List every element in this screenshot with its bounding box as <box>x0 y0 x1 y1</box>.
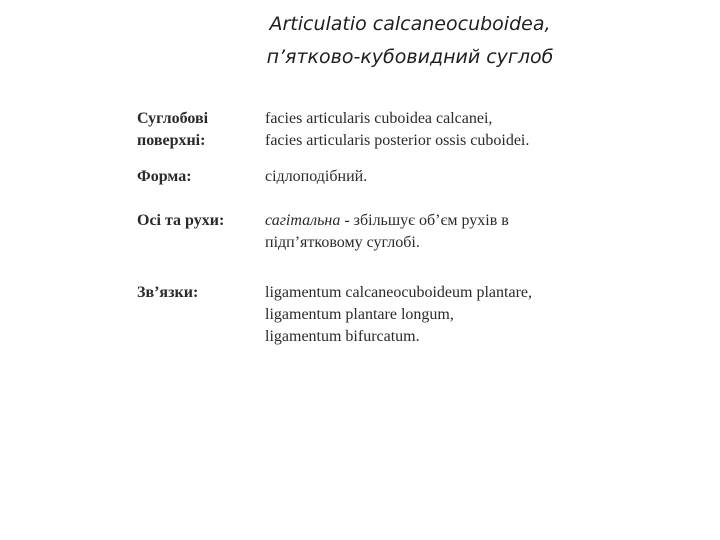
value-axes-movements <box>265 210 695 254</box>
slide-title <box>200 8 620 74</box>
axis-description: - збільшує об’єм рухів в <box>340 212 509 229</box>
label-line: Форма: <box>137 168 192 185</box>
value-shape <box>265 166 695 188</box>
value-line: facies articularis posterior ossis cuboidei. <box>265 132 530 149</box>
value-ligaments <box>265 282 695 348</box>
value-line <box>265 210 695 232</box>
value-line: ligamentum plantare longum, <box>265 306 454 323</box>
axis-name: сагітальна <box>265 212 341 229</box>
value-line: facies articularis cuboidea calcanei, <box>265 110 493 127</box>
value-line: ligamentum calcaneocuboideum plantare, <box>265 284 532 301</box>
label-shape <box>137 166 257 188</box>
label-line: поверхні: <box>137 132 206 149</box>
label-axes-movements <box>137 210 257 232</box>
label-line: Зв’язки: <box>137 284 199 301</box>
value-line: ligamentum bifurcatum. <box>265 328 420 345</box>
label-line: Суглобові <box>137 110 209 127</box>
value-articular-surfaces <box>265 108 695 152</box>
title-line-ukrainian: п’ятково-кубовидний суглоб <box>266 46 554 68</box>
label-line: Осі та рухи: <box>137 212 225 229</box>
label-ligaments <box>137 282 257 304</box>
label-articular-surfaces <box>137 108 257 152</box>
title-line-latin: Articulatio calcaneocuboidea, <box>269 13 551 35</box>
value-line: підп’ятковому суглобі. <box>265 234 420 251</box>
value-line: сідлоподібний. <box>265 168 368 185</box>
